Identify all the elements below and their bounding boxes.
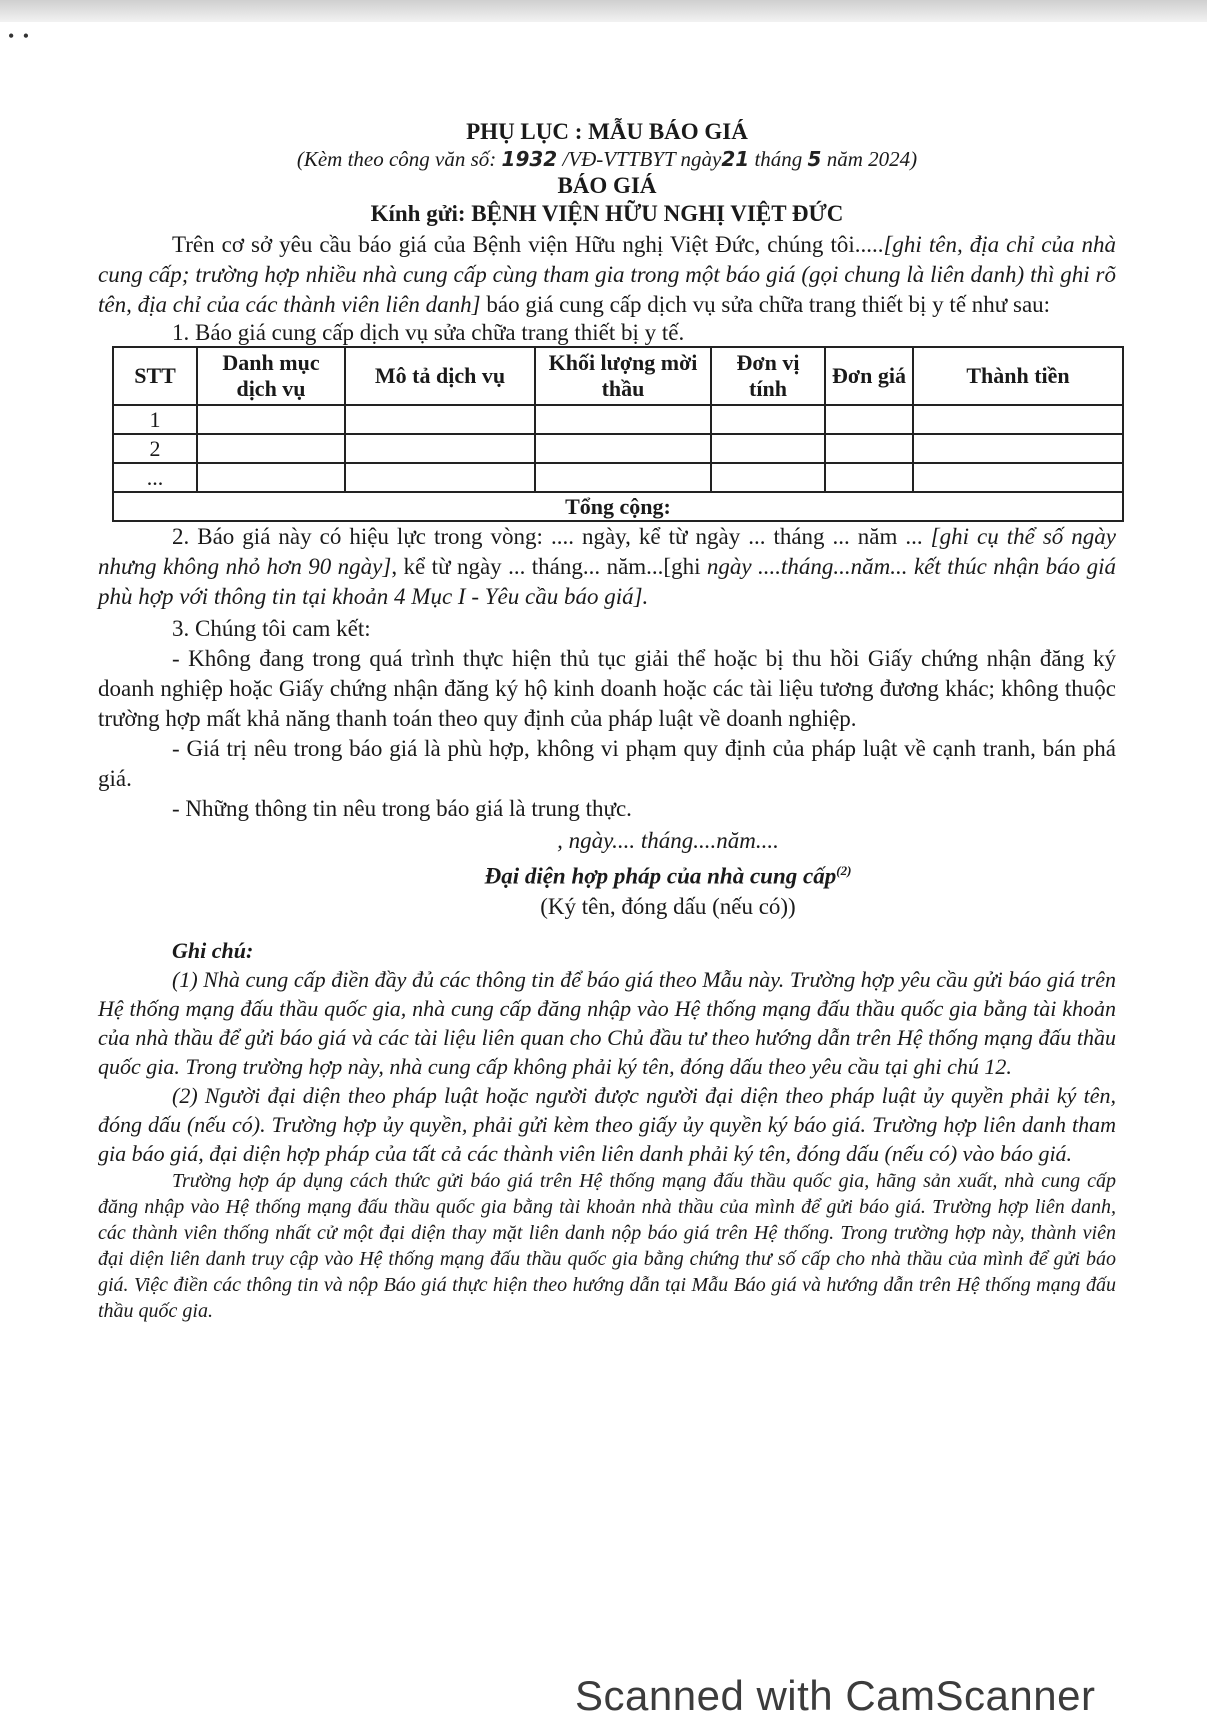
table-cell <box>711 463 825 492</box>
document-title: BÁO GIÁ <box>557 173 657 198</box>
signature-block <box>388 826 948 922</box>
section-2-paragraph <box>98 522 1116 612</box>
table-cell <box>197 405 345 434</box>
reference-mid1: /VĐ-VTTBYT ngày <box>557 147 722 171</box>
table-cell <box>197 463 345 492</box>
document-reference <box>98 146 1116 172</box>
camscanner-watermark: Scanned with CamScanner <box>575 1672 1096 1719</box>
intro-text-2: báo giá cung cấp dịch vụ sửa chữa trang thiết bị y tế như sau: <box>480 292 1051 317</box>
representative-text: Đại diện hợp pháp của nhà cung cấp <box>484 863 837 889</box>
table-cell <box>535 434 711 463</box>
notes-heading: Ghi chú: <box>172 937 254 963</box>
table-row <box>113 434 1123 463</box>
table-cell <box>913 463 1123 492</box>
table-cell <box>825 463 913 492</box>
handwritten-month: 5 <box>807 147 822 171</box>
commitment-item-2: - Giá trị nêu trong báo giá là phù hợp, không vi phạm quy định của pháp luật về cạnh tranh, bán phá giá. <box>98 736 1116 791</box>
row-number: 2 <box>113 434 197 463</box>
reference-mid2: tháng <box>749 147 808 171</box>
table-cell <box>345 434 535 463</box>
recipient-line <box>98 200 1116 228</box>
table-cell <box>913 405 1123 434</box>
row-number: 1 <box>113 405 197 434</box>
table-cell <box>197 434 345 463</box>
table-cell <box>535 463 711 492</box>
appendix-title: PHỤ LỤC : MẪU BÁO GIÁ <box>466 119 748 144</box>
note-1: (1) Nhà cung cấp điền đầy đủ các thông tin để báo giá theo Mẫu này. Trường hợp yêu cầu gửi báo giá trên Hệ thống mạng đấu thầu quốc gia, nhà cung cấp đăng nhập vào Hệ thống mạng đấu thầu quốc gia bằng tài khoản của nhà thầu để gửi báo giá và các tài liệu liên quan cho Chủ đầu tư theo hướng dẫn trên Hệ thống mạng đấu thầu quốc gia. Trong trường hợp này, nhà cung cấp không phải ký tên, đóng dấu theo yêu cầu tại ghi chú 12. <box>98 966 1116 1079</box>
signature-note: (Ký tên, đóng dấu (nếu có)) <box>540 893 796 919</box>
col-bid-quantity: Khối lượng mời thầu <box>535 347 711 405</box>
reference-suffix: năm 2024) <box>821 147 918 171</box>
quotation-table <box>112 346 1124 522</box>
table-cell <box>345 463 535 492</box>
table-cell <box>913 434 1123 463</box>
col-service-category: Danh mục dịch vụ <box>197 347 345 405</box>
table-cell <box>825 434 913 463</box>
intro-paragraph <box>98 230 1116 320</box>
section-3-heading: 3. Chúng tôi cam kết: <box>172 616 371 641</box>
table-row <box>113 463 1123 492</box>
table-cell <box>711 405 825 434</box>
scan-top-edge <box>0 0 1207 22</box>
total-label: Tổng cộng: <box>113 492 1123 521</box>
handwritten-day: 21 <box>721 147 750 171</box>
validity-italic-1: [ghi cụ thể số ngày nhưng không nhỏ hơn 90 ngày] <box>98 524 1116 579</box>
commitment-item-1: - Không đang trong quá trình thực hiện thủ tục giải thể hoặc bị thu hồi Giấy chứng nhận đăng ký doanh nghiệp hoặc Giấy chứng nhận đăng ký hộ kinh doanh hoặc các tài liệu tương đương khác; không thuộc trường hợp mất khả năng thanh toán theo quy định của pháp luật về doanh nghiệp. <box>98 646 1116 731</box>
table-total-row <box>113 492 1123 521</box>
intro-text-1: Trên cơ sở yêu cầu báo giá của Bệnh viện Hữu nghị Việt Đức, chúng tôi..... <box>172 232 884 257</box>
scan-specks: • • <box>8 26 32 46</box>
validity-text-1: 2. Báo giá này có hiệu lực trong vòng: .... ngày, kể từ ngày ... tháng ... năm ... <box>172 524 931 549</box>
notes-section <box>98 936 1116 1168</box>
table-cell <box>535 405 711 434</box>
note-2: (2) Người đại diện theo pháp luật hoặc người được người đại diện theo pháp luật ủy quyền phải ký tên, đóng dấu (nếu có). Trường hợp ủy quyền, phải gửi kèm theo giấy ủy quyền ký báo giá. Trường hợp liên danh tham gia báo giá, đại diện hợp pháp của tất cả các thành viên liên danh phải ký tên, đóng dấu (nếu có) vào báo giá. <box>98 1082 1116 1166</box>
recipient-name: BỆNH VIỆN HỮU NGHỊ VIỆT ĐỨC <box>471 201 844 226</box>
handwritten-doc-number: 1932 <box>501 147 558 171</box>
validity-text-2: , kể từ ngày ... tháng... năm...[ghi <box>391 554 707 579</box>
col-unit-price: Đơn giá <box>825 347 913 405</box>
table-cell <box>825 405 913 434</box>
commitment-item-3: - Những thông tin nêu trong báo giá là trung thực. <box>172 796 632 821</box>
intro-italic: [ghi tên, địa chỉ của nhà cung cấp; trường hợp nhiều nhà cung cấp cùng tham gia trong một báo giá (gọi chung là liên danh) thì ghi rõ tên, địa chỉ của các thành viên liên danh] <box>98 232 1116 317</box>
col-unit: Đơn vị tính <box>711 347 825 405</box>
col-service-description: Mô tả dịch vụ <box>345 347 535 405</box>
table-row <box>113 405 1123 434</box>
validity-italic-2: ngày ....tháng...năm... kết thúc nhận báo giá phù hợp với thông tin tại khoản 4 Mục I - Yêu cầu báo giá]. <box>98 554 1116 609</box>
representative-title <box>388 856 948 892</box>
footnote-marker: (2) <box>836 863 852 878</box>
table-cell <box>345 405 535 434</box>
table-header-row <box>113 347 1123 405</box>
col-total-amount: Thành tiền <box>913 347 1123 405</box>
section-1-heading: 1. Báo giá cung cấp dịch vụ sửa chữa trang thiết bị y tế. <box>172 320 685 345</box>
document-page <box>98 118 1116 1324</box>
col-stt: STT <box>113 347 197 405</box>
row-number: ... <box>113 463 197 492</box>
note-3: Trường hợp áp dụng cách thức gửi báo giá trên Hệ thống mạng đấu thầu quốc gia, hãng sản xuất, nhà cung cấp đăng nhập vào Hệ thống mạng đấu thầu quốc gia bằng tài khoản nhà thầu của mình để gửi báo giá. Trường hợp liên danh, các thành viên thống nhất cử một đại diện thay mặt liên danh nộp báo giá trên Hệ thống. Trong trường hợp này, thành viên đại diện liên danh truy cập vào Hệ thống mạng đấu thầu quốc gia bằng chứng thư số cấp cho nhà thầu của mình để gửi báo giá. Việc điền các thông tin và nộp Báo giá thực hiện theo hướng dẫn tại Mẫu Báo giá và hướng dẫn trên Hệ thống mạng đấu thầu quốc gia. <box>98 1169 1116 1322</box>
recipient-label: Kính gửi: <box>370 201 472 226</box>
reference-prefix: (Kèm theo công văn số: <box>296 147 502 171</box>
signature-date-line: , ngày.... tháng....năm.... <box>557 828 779 853</box>
table-cell <box>711 434 825 463</box>
